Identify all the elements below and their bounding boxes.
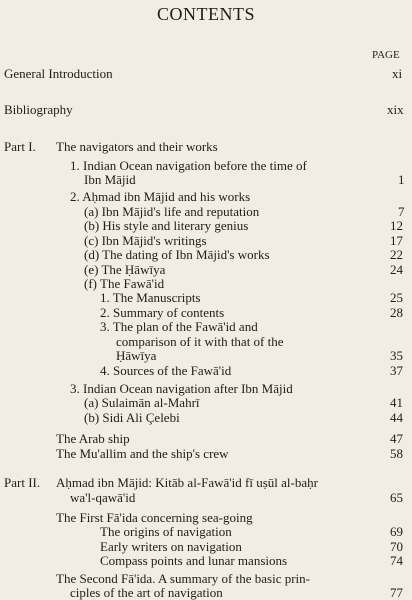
toc-entry-page: 65 xyxy=(390,490,403,505)
toc-entry-text: 2. Summary of contents xyxy=(100,305,225,320)
toc-entry-text: The First Fā'ida concerning sea-going xyxy=(56,510,253,525)
toc-entry-page: 44 xyxy=(390,410,403,425)
toc-entry-text: (b) His style and literary genius xyxy=(84,218,249,233)
toc-entry-text: Aḥmad ibn Mājid: Kitāb al-Fawā'id fī uṣūl al-baḥr xyxy=(56,475,318,490)
toc-entry-page: 22 xyxy=(390,247,403,262)
toc-entry-text: 3. The plan of the Fawā'id and xyxy=(100,319,258,334)
toc-entry-text: The Second Fā'ida. A summary of the basic prin- xyxy=(56,571,310,586)
toc-entry-page: xix xyxy=(387,102,404,117)
toc-entry-text: (b) Sidi Ali Çelebi xyxy=(84,410,180,425)
toc-entry-text: Ḥāwīya xyxy=(116,348,157,363)
toc-entry-text: 4. Sources of the Fawā'id xyxy=(100,363,232,378)
toc-entry-text: (a) Ibn Mājid's life and reputation xyxy=(84,204,260,219)
toc-entry-page: 41 xyxy=(390,395,403,410)
toc-entry-page: 37 xyxy=(390,363,403,378)
toc-entry-text: (c) Ibn Mājid's writings xyxy=(84,233,207,248)
toc-entry-page: 17 xyxy=(390,233,403,248)
toc-entry-page: 25 xyxy=(390,290,403,305)
toc-entry-page: 74 xyxy=(390,553,403,568)
part-label: Part I. xyxy=(4,139,36,154)
toc-entry-page: 35 xyxy=(390,348,403,363)
toc-entry-text: (d) The dating of Ibn Mājid's works xyxy=(84,247,270,262)
toc-entry-text: Early writers on navigation xyxy=(100,539,242,554)
toc-entry-text: The Mu'allim and the ship's crew xyxy=(56,446,229,461)
toc-entry-text: Compass points and lunar mansions xyxy=(100,553,288,568)
toc-entry-text: (f) The Fawā'id xyxy=(84,276,165,291)
toc-entry-text: comparison of it with that of the xyxy=(116,334,284,349)
toc-entry-text: Bibliography xyxy=(4,102,73,117)
toc-entry-text: 1. The Manuscripts xyxy=(100,290,201,305)
toc-entry-page: xi xyxy=(392,66,403,81)
toc-entry-text: 3. Indian Ocean navigation after Ibn Mājid xyxy=(70,381,293,396)
toc-entry-page: 1 xyxy=(398,172,405,187)
toc-entry-text: (e) The Ḥāwīya xyxy=(84,262,166,277)
toc-entry-page: 69 xyxy=(390,524,403,539)
toc-entry-text: wa'l-qawā'id xyxy=(70,490,136,505)
toc-entry-page: 24 xyxy=(390,262,403,277)
toc-entry-text: ciples of the art of navigation xyxy=(70,585,223,600)
page-column-header: PAGE xyxy=(372,49,400,61)
toc-entry-page: 77 xyxy=(390,585,403,600)
toc-entry-text: 1. Indian Ocean navigation before the time of xyxy=(70,158,307,173)
toc-entry-text: General Introduction xyxy=(4,66,113,81)
toc-entry-text: The Arab ship xyxy=(56,431,130,446)
toc-entry-text: 2. Aḥmad ibn Mājid and his works xyxy=(70,189,251,204)
toc-entry-page: 70 xyxy=(390,539,403,554)
toc-entry-page: 58 xyxy=(390,446,403,461)
toc-entry-page: 12 xyxy=(390,218,403,233)
page-title: CONTENTS xyxy=(157,4,255,24)
toc-entry-text: The navigators and their works xyxy=(56,139,218,154)
toc-entry-text: Ibn Mājid xyxy=(84,172,136,187)
toc-entry-text: The origins of navigation xyxy=(100,524,232,539)
toc-entry-page: 47 xyxy=(390,431,403,446)
toc-entry-text: (a) Sulaimān al-Mahrī xyxy=(84,395,200,410)
toc-entry-page: 7 xyxy=(398,204,405,219)
part-label: Part II. xyxy=(4,475,41,490)
toc-entry-page: 28 xyxy=(390,305,403,320)
